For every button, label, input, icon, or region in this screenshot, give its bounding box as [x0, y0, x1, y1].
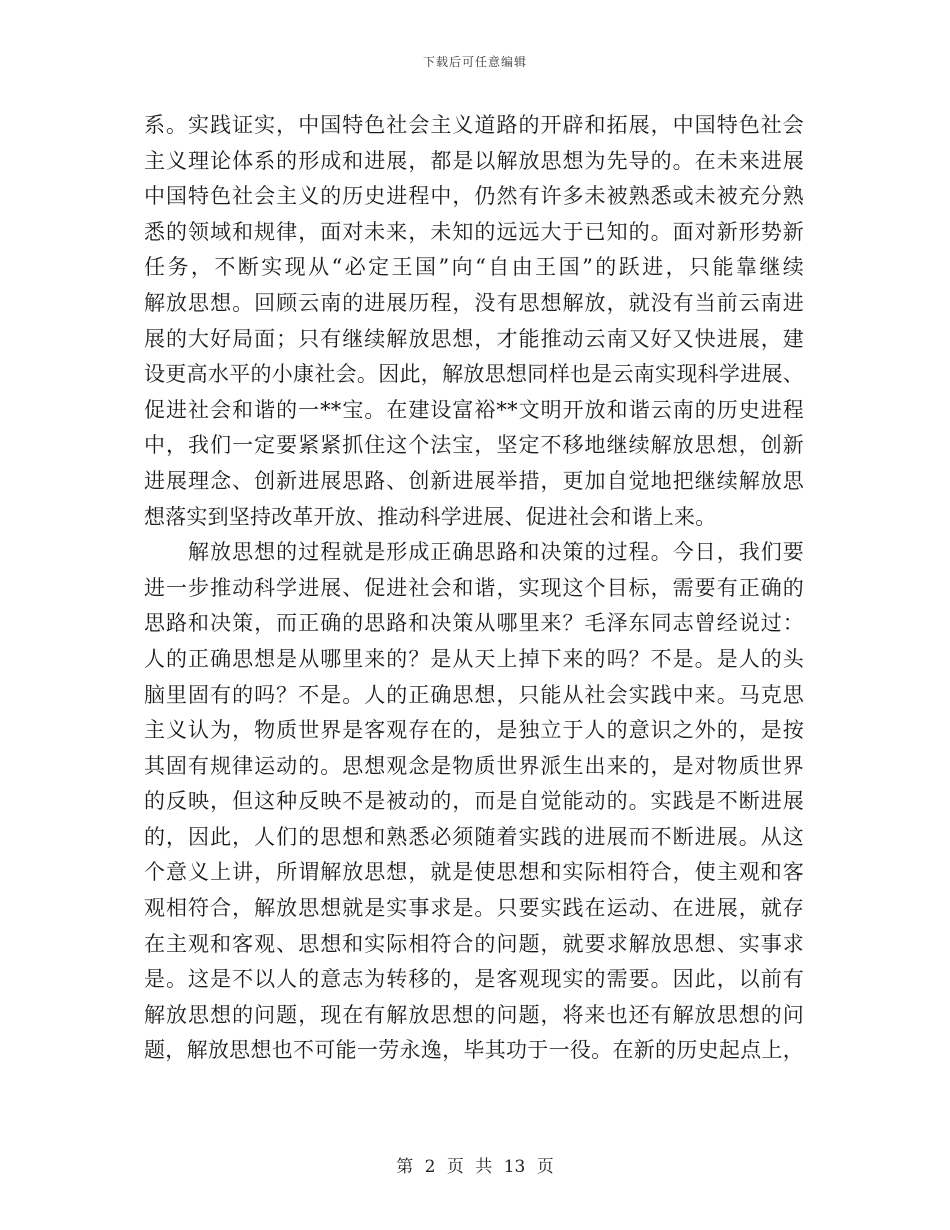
text-line: 解放思想的过程就是形成正确思路和决策的过程。今日，我们要 [144, 540, 804, 565]
text-line: 脑里固有的吗？不是。人的正确思想，只能从社会实践中来。马克思 [144, 682, 804, 707]
text-line: 悉的领域和规律，面对未来，未知的远远大于已知的。面对新形势新 [144, 219, 804, 244]
text-line: 的反映，但这种反映不是被动的，而是自觉能动的。实践是不断进展 [144, 789, 804, 814]
text-line: 主义理论体系的形成和进展，都是以解放思想为先导的。在未来进展 [144, 148, 804, 173]
text-line: 题，解放思想也不可能一劳永逸，毕其功于一役。在新的历史起点上， [144, 1038, 804, 1063]
text-line: 想落实到坚持改革开放、推动科学进展、促进社会和谐上来。 [144, 504, 717, 529]
text-line: 中国特色社会主义的历史进程中，仍然有许多未被熟悉或未被充分熟 [144, 184, 804, 209]
text-line: 个意义上讲，所谓解放思想，就是使思想和实际相符合，使主观和客 [144, 860, 804, 885]
text-line: 观相符合，解放思想就是实事求是。只要实践在运动、在进展，就存 [144, 896, 804, 921]
text-line: 促进社会和谐的一**宝。在建设富裕**文明开放和谐云南的历史进程 [144, 397, 804, 422]
text-line: 展的大好局面；只有继续解放思想，才能推动云南又好又快进展，建 [144, 326, 804, 351]
text-line: 系。实践证实，中国特色社会主义道路的开辟和拓展，中国特色社会 [144, 113, 804, 137]
text-line: 主义认为，物质世界是客观存在的，是独立于人的意识之外的，是按 [144, 718, 804, 743]
paragraph [144, 535, 804, 1069]
paragraph [144, 108, 804, 535]
page-number-footer: 第 2 页 共 13 页 [396, 1157, 554, 1177]
text-line: 在主观和客观、思想和实际相符合的问题，就要求解放思想、实事求 [144, 931, 804, 956]
text-line: 进一步推动科学进展、促进社会和谐，实现这个目标，需要有正确的 [144, 575, 804, 600]
text-line: 解放思想的问题，现在有解放思想的问题，将来也还有解放思想的问 [144, 1002, 804, 1027]
text-line: 其固有规律运动的。思想观念是物质世界派生出来的，是对物质世界 [144, 753, 804, 778]
text-line: 任务，不断实现从“必定王国”向“自由王国”的跃进，只能靠继续 [144, 255, 804, 280]
text-line: 中，我们一定要紧紧抓住这个法宝，坚定不移地继续解放思想，创新 [144, 433, 804, 458]
page-header: 下载后可任意编辑 [422, 55, 527, 69]
text-line: 思路和决策，而正确的思路和决策从哪里来？毛泽东同志曾经说过： [144, 611, 804, 636]
text-line: 是。这是不以人的意志为转移的，是客观现实的需要。因此，以前有 [144, 967, 804, 992]
text-line: 进展理念、创新进展思路、创新进展举措，更加自觉地把继续解放思 [144, 468, 804, 493]
text-line: 解放思想。回顾云南的进展历程，没有思想解放，就没有当前云南进 [144, 290, 804, 315]
document-body [144, 108, 804, 1069]
text-line: 的，因此，人们的思想和熟悉必须随着实践的进展而不断进展。从这 [144, 824, 804, 849]
text-line: 设更高水平的小康社会。因此，解放思想同样也是云南实现科学进展、 [144, 362, 804, 387]
text-line: 人的正确思想是从哪里来的？是从天上掉下来的吗？不是。是人的头 [144, 646, 804, 671]
